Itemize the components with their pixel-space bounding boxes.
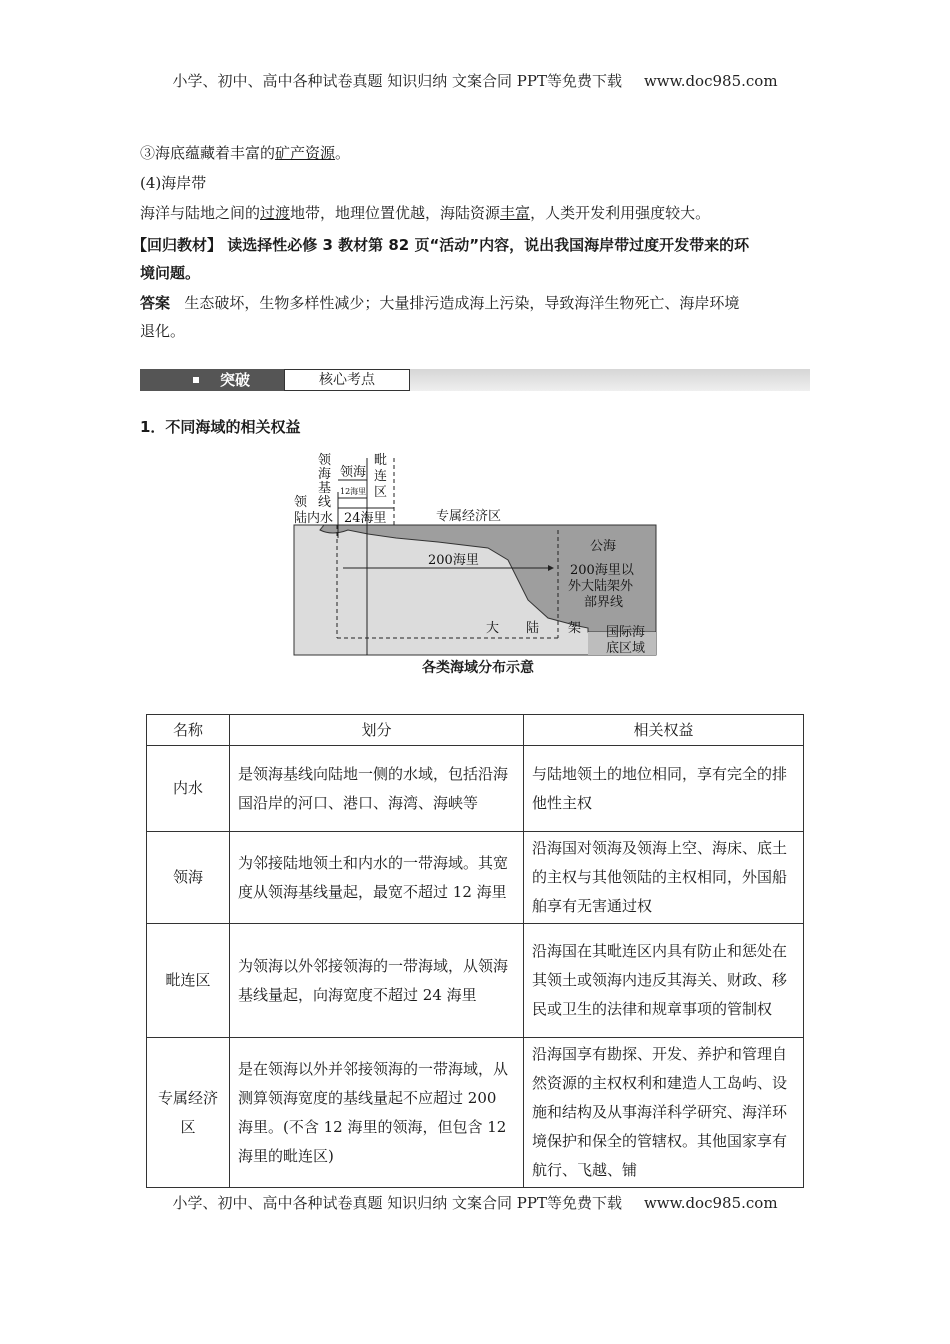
line-text: ，人类开发利用强度较大。 [530, 204, 711, 222]
label-baseline-4: 线 [318, 495, 332, 510]
footer-text: 小学、初中、高中各种试卷真题 知识归纳 文案合同 PPT等免费下载 [172, 1194, 622, 1212]
line-text: 地带，地理位置优越，海陆资源 [290, 204, 501, 222]
header-text: 小学、初中、高中各种试卷真题 知识归纳 文案合同 PPT等免费下载 [172, 72, 622, 90]
table-row [147, 1038, 804, 1188]
figure-caption: 各类海域分布示意 [422, 660, 534, 676]
cell-name: 专属经济区 [147, 1038, 230, 1188]
footer-site: www.doc985.com [643, 1194, 778, 1212]
label-eez: 专属经济区 [436, 509, 502, 524]
section-title: 1．不同海域的相关权益 [140, 418, 301, 436]
label-land-water-b: 陆内水 [294, 511, 334, 526]
label-baseline-1: 领 [318, 453, 332, 468]
table-row [147, 832, 804, 924]
cell-rights: 沿海国在其毗连区内具有防止和惩处在其领土或领海内违反其海关、财政、移民或卫生的法律和规章事项的管制权 [524, 924, 804, 1038]
label-shelf-1: 大 [486, 621, 500, 636]
label-high-seas: 公海 [590, 539, 617, 554]
label-shelf-3: 架 [568, 621, 582, 636]
page-header [0, 70, 950, 91]
label-contiguous-2: 连 [374, 469, 388, 484]
label-shelf-2: 陆 [526, 621, 540, 636]
cell-name: 毗连区 [147, 924, 230, 1038]
square-icon [193, 377, 199, 383]
banner-dark [140, 369, 284, 391]
label-baseline-2: 海 [318, 467, 332, 482]
header-cell-rights: 相关权益 [524, 715, 804, 746]
label-outer-2: 外大陆架外 [568, 579, 634, 594]
line-coastal-desc [140, 198, 812, 228]
line-text: ③海底蕴藏着丰富的 [140, 144, 276, 162]
review-line-2: 境问题。 [140, 264, 201, 282]
cell-rights: 沿海国享有勘探、开发、养护和管理自然资源的主权权利和建造人工岛屿、设施和结构及从事海洋科学研究、海洋环境保护和保全的管辖权。其他国家享有航行、飞越、铺 [524, 1038, 804, 1188]
line-mineral [140, 138, 812, 168]
label-contiguous-3: 区 [374, 485, 388, 500]
answer-line-1 [140, 288, 812, 318]
table-row [147, 924, 804, 1038]
header-cell-name: 名称 [147, 715, 230, 746]
label-land-water-a: 领 [294, 495, 308, 510]
label-outer-1: 200海里以 [570, 563, 634, 578]
label-200nm: 200海里 [428, 553, 479, 568]
sea-rights-table [146, 714, 804, 1188]
label-12nm: 12海里 [340, 487, 367, 496]
label-territorial: 领海 [340, 465, 367, 480]
cell-name: 内水 [147, 746, 230, 832]
answer-text: 生态破坏，生物多样性减少；大量排污造成海上污染，导致海洋生物死亡、海岸环境 [184, 294, 740, 312]
underlined-term: 矿产资源 [275, 144, 336, 162]
label-contiguous-1: 毗 [374, 453, 388, 468]
cell-rights: 沿海国对领海及领海上空、海床、底土的主权与其他领陆的主权相同，外国船舶享有无害通过权 [524, 832, 804, 924]
answer-line-2: 退化。 [140, 322, 186, 340]
label-seabed-1: 国际海 [606, 625, 646, 640]
banner-right-label: 核心考点 [284, 369, 410, 391]
cell-name: 领海 [147, 832, 230, 924]
label-seabed-2: 底区域 [606, 641, 646, 656]
cell-rights: 与陆地领土的地位相同，享有完全的排他性主权 [524, 746, 804, 832]
header-site: www.doc985.com [643, 72, 778, 90]
cell-division: 是在领海以外并邻接领海的一带海域，从测算领海宽度的基线量起不应超过 200 海里。(不含 12 海里的领海，但包含 12 海里的毗连区) [230, 1038, 524, 1188]
cell-division: 为领海以外邻接领海的一带海域，从领海基线量起，向海宽度不超过 24 海里 [230, 924, 524, 1038]
review-tag: 【回归教材】 [132, 236, 223, 254]
banner-left-label: 突破 [220, 371, 251, 389]
label-outer-3: 部界线 [584, 595, 624, 610]
line-text: 海洋与陆地之间的 [140, 204, 261, 222]
underlined-term: 丰富 [500, 204, 531, 222]
section-banner [140, 367, 810, 393]
table-row [147, 746, 804, 832]
underlined-term: 过渡 [260, 204, 291, 222]
review-line-1 [132, 230, 804, 260]
header-cell-division: 划分 [230, 715, 524, 746]
table-header-row [147, 715, 804, 746]
label-24nm: 24海里 [344, 511, 387, 526]
sea-zones-diagram [288, 450, 668, 658]
label-baseline-3: 基 [318, 481, 332, 496]
cell-division: 是领海基线向陆地一侧的水域，包括沿海国沿岸的河口、港口、海湾、海峡等 [230, 746, 524, 832]
answer-label: 答案 [140, 294, 171, 312]
cell-division: 为邻接陆地领土和内水的一带海域。其宽度从领海基线量起，最宽不超过 12 海里 [230, 832, 524, 924]
line-text: 。 [335, 144, 351, 162]
line-coastal-heading: (4)海岸带 [140, 174, 207, 192]
review-text: 读选择性必修 3 教材第 82 页“活动”内容，说出我国海岸带过度开发带来的环 [227, 236, 750, 254]
page-footer [0, 1192, 950, 1213]
